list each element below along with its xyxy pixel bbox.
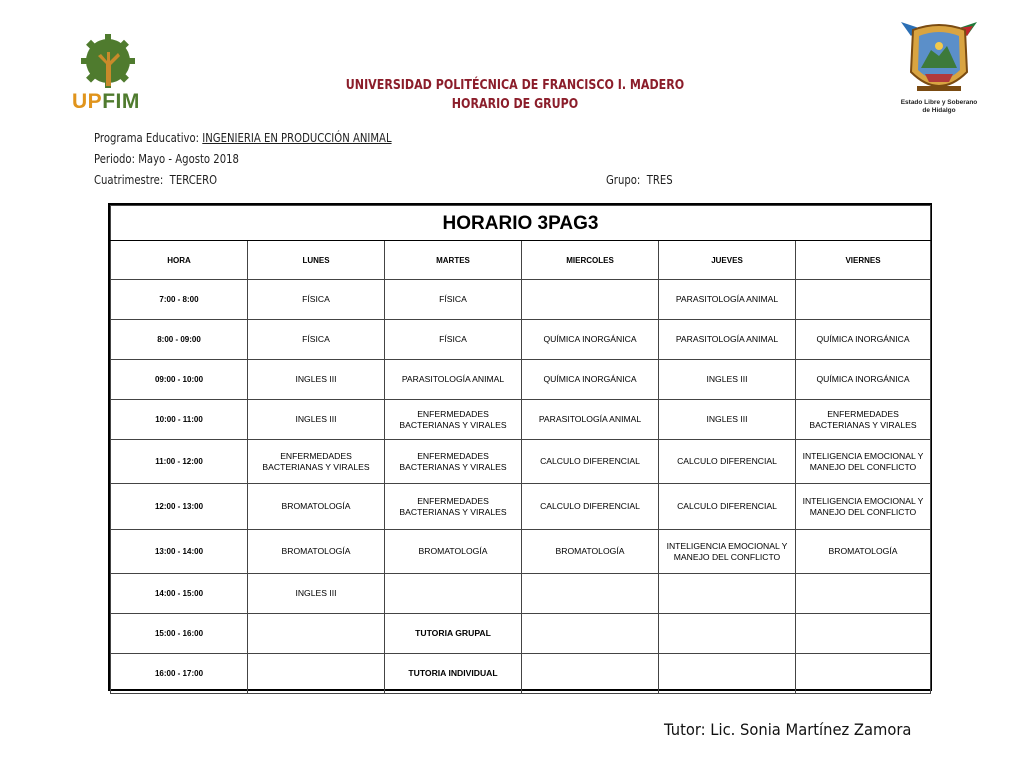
- class-cell-viernes: ENFERMEDADES BACTERIANAS Y VIRALES: [796, 400, 931, 440]
- table-header-row: [111, 241, 931, 280]
- class-cell-miercoles: CALCULO DIFERENCIAL: [522, 440, 659, 484]
- tutor-name: Tutor: Lic. Sonia Martínez Zamora: [664, 720, 912, 739]
- hour-cell: 16:00 - 17:00: [111, 654, 248, 694]
- class-cell-viernes: [796, 654, 931, 694]
- grupo-value: TRES: [646, 173, 673, 187]
- class-cell-jueves: INGLES III: [659, 360, 796, 400]
- class-cell-martes: TUTORIA GRUPAL: [385, 614, 522, 654]
- hour-cell: 09:00 - 10:00: [111, 360, 248, 400]
- table-caption: HORARIO 3PAG3: [111, 206, 931, 241]
- table-row: [111, 400, 931, 440]
- class-cell-martes: [385, 574, 522, 614]
- class-cell-viernes: INTELIGENCIA EMOCIONAL Y MANEJO DEL CONFLICTO: [796, 484, 931, 530]
- class-cell-lunes: ENFERMEDADES BACTERIANAS Y VIRALES: [248, 440, 385, 484]
- table-row: [111, 360, 931, 400]
- class-cell-martes: FÍSICA: [385, 320, 522, 360]
- table-row: [111, 320, 931, 360]
- class-cell-martes: TUTORIA INDIVIDUAL: [385, 654, 522, 694]
- grupo-label: Grupo:: [606, 173, 641, 187]
- hour-cell: 10:00 - 11:00: [111, 400, 248, 440]
- hour-cell: 13:00 - 14:00: [111, 530, 248, 574]
- class-cell-martes: PARASITOLOGÍA ANIMAL: [385, 360, 522, 400]
- tree-gear-logo-icon: [68, 34, 148, 92]
- header-martes: MARTES: [385, 241, 522, 280]
- class-cell-jueves: CALCULO DIFERENCIAL: [659, 484, 796, 530]
- class-cell-jueves: CALCULO DIFERENCIAL: [659, 440, 796, 484]
- hour-cell: 11:00 - 12:00: [111, 440, 248, 484]
- class-cell-viernes: QUÍMICA INORGÁNICA: [796, 320, 931, 360]
- class-cell-lunes: [248, 614, 385, 654]
- table-row: [111, 440, 931, 484]
- class-cell-miercoles: [522, 654, 659, 694]
- seal-caption-line1: Estado Libre y Soberano: [900, 99, 978, 106]
- table-row: [111, 574, 931, 614]
- class-cell-viernes: [796, 280, 931, 320]
- table-row: [111, 614, 931, 654]
- class-cell-lunes: [248, 654, 385, 694]
- class-cell-lunes: FÍSICA: [248, 280, 385, 320]
- schedule-table-frame: [108, 203, 932, 691]
- table-row: [111, 484, 931, 530]
- class-cell-viernes: [796, 614, 931, 654]
- hour-cell: 7:00 - 8:00: [111, 280, 248, 320]
- class-cell-miercoles: QUÍMICA INORGÁNICA: [522, 320, 659, 360]
- cuatrimestre-label: Cuatrimestre:: [94, 173, 164, 187]
- hidalgo-seal: [897, 16, 981, 100]
- periodo-line: [94, 152, 239, 166]
- class-cell-viernes: INTELIGENCIA EMOCIONAL Y MANEJO DEL CONFLICTO: [796, 440, 931, 484]
- class-cell-jueves: [659, 654, 796, 694]
- class-cell-miercoles: PARASITOLOGÍA ANIMAL: [522, 400, 659, 440]
- class-cell-viernes: QUÍMICA INORGÁNICA: [796, 360, 931, 400]
- cuatrimestre-value: TERCERO: [169, 173, 218, 187]
- class-cell-viernes: [796, 574, 931, 614]
- class-cell-jueves: INTELIGENCIA EMOCIONAL Y MANEJO DEL CONFLICTO: [659, 530, 796, 574]
- programa-label: Programa Educativo:: [94, 131, 200, 145]
- class-cell-martes: BROMATOLOGÍA: [385, 530, 522, 574]
- class-cell-lunes: INGLES III: [248, 360, 385, 400]
- class-cell-jueves: PARASITOLOGÍA ANIMAL: [659, 320, 796, 360]
- class-cell-lunes: FÍSICA: [248, 320, 385, 360]
- class-cell-miercoles: [522, 280, 659, 320]
- class-cell-miercoles: BROMATOLOGÍA: [522, 530, 659, 574]
- header-jueves: JUEVES: [659, 241, 796, 280]
- class-cell-lunes: INGLES III: [248, 400, 385, 440]
- class-cell-martes: FÍSICA: [385, 280, 522, 320]
- table-row: [111, 654, 931, 694]
- seal-caption-line2: de Hidalgo: [922, 107, 956, 114]
- class-cell-jueves: [659, 614, 796, 654]
- class-cell-miercoles: [522, 574, 659, 614]
- table-row: [111, 280, 931, 320]
- hour-cell: 15:00 - 16:00: [111, 614, 248, 654]
- table-row: [111, 530, 931, 574]
- upfim-wordmark: UPFIM: [72, 90, 140, 113]
- class-cell-martes: ENFERMEDADES BACTERIANAS Y VIRALES: [385, 484, 522, 530]
- periodo-label: Periodo:: [94, 152, 136, 166]
- schedule-table: [110, 205, 931, 694]
- university-name: UNIVERSIDAD POLITÉCNICA DE FRANCISCO I. MADERO: [345, 77, 685, 93]
- upfim-logo: [68, 34, 148, 113]
- programa-value: INGENIERIA EN PRODUCCIÓN ANIMAL: [202, 131, 392, 145]
- class-cell-lunes: BROMATOLOGÍA: [248, 530, 385, 574]
- periodo-value: Mayo - Agosto 2018: [138, 152, 239, 166]
- class-cell-jueves: [659, 574, 796, 614]
- class-cell-miercoles: QUÍMICA INORGÁNICA: [522, 360, 659, 400]
- hour-cell: 12:00 - 13:00: [111, 484, 248, 530]
- class-cell-miercoles: [522, 614, 659, 654]
- programa-line: [94, 131, 392, 145]
- header-hora: HORA: [111, 241, 248, 280]
- seal-caption: [893, 99, 985, 115]
- grupo-line: [606, 173, 673, 187]
- class-cell-lunes: INGLES III: [248, 574, 385, 614]
- class-cell-martes: ENFERMEDADES BACTERIANAS Y VIRALES: [385, 400, 522, 440]
- header-lunes: LUNES: [248, 241, 385, 280]
- class-cell-martes: ENFERMEDADES BACTERIANAS Y VIRALES: [385, 440, 522, 484]
- document-subtitle: HORARIO DE GRUPO: [451, 96, 579, 112]
- cuatrimestre-line: [94, 173, 217, 187]
- document-title: [339, 76, 692, 114]
- state-coat-of-arms-icon: [897, 16, 981, 100]
- class-cell-jueves: PARASITOLOGÍA ANIMAL: [659, 280, 796, 320]
- hour-cell: 14:00 - 15:00: [111, 574, 248, 614]
- class-cell-viernes: BROMATOLOGÍA: [796, 530, 931, 574]
- hour-cell: 8:00 - 09:00: [111, 320, 248, 360]
- header-viernes: VIERNES: [796, 241, 931, 280]
- class-cell-jueves: INGLES III: [659, 400, 796, 440]
- table-caption-row: [111, 206, 931, 241]
- header-miercoles: MIERCOLES: [522, 241, 659, 280]
- class-cell-miercoles: CALCULO DIFERENCIAL: [522, 484, 659, 530]
- class-cell-lunes: BROMATOLOGÍA: [248, 484, 385, 530]
